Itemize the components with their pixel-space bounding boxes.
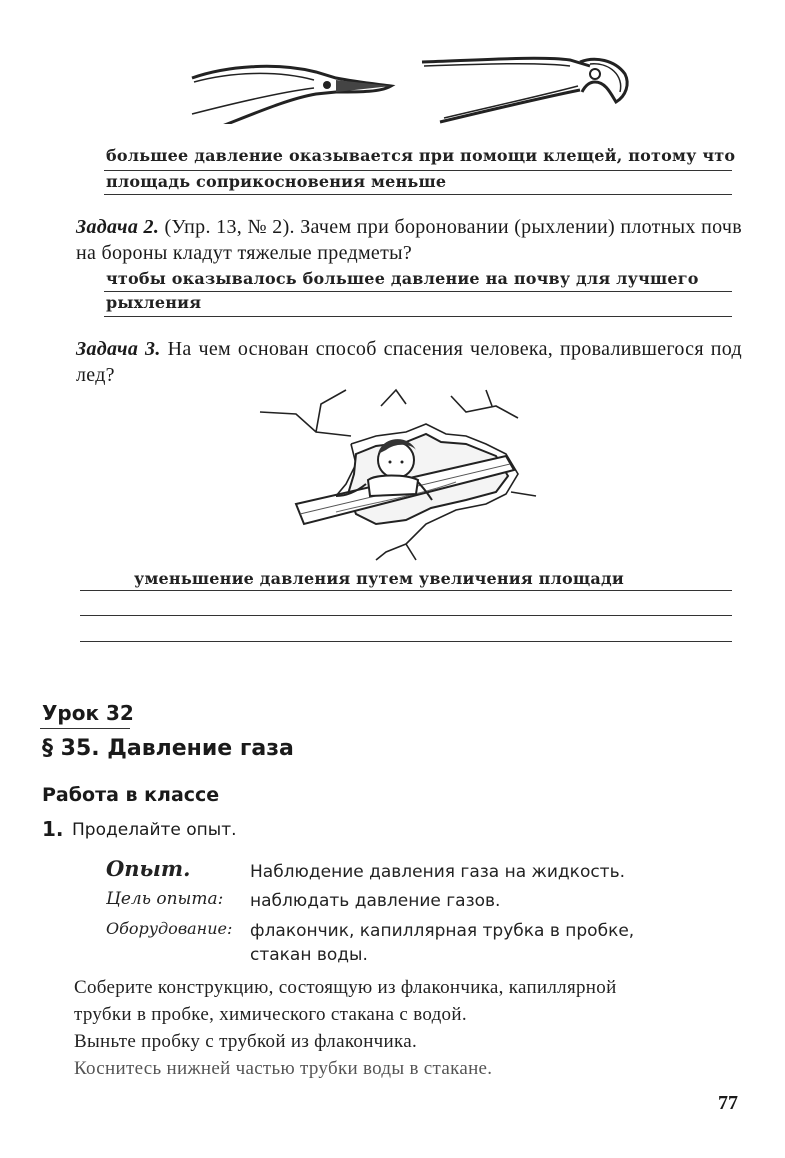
task2-answer-line1: чтобы оказывалось большее давление на почву для лучшего xyxy=(106,269,699,288)
equipment-label: Оборудование: xyxy=(106,919,233,938)
item-number: 1. xyxy=(42,817,64,841)
opyt-value: Наблюдение давления газа на жидкость. xyxy=(250,862,626,882)
task2-text xyxy=(76,214,742,266)
task1-answer-line2: площадь соприкосновения меньше xyxy=(106,172,447,191)
section-title: § 35. Давление газа xyxy=(42,736,294,761)
pliers-illustration xyxy=(186,52,401,124)
item-text: Проделайте опыт. xyxy=(72,820,237,840)
task3-question: На чем основан способ спасения человека, провалившегося под лед? xyxy=(76,338,742,386)
instruction-line1: Соберите конструкцию, состоящую из флакончика, капиллярной xyxy=(74,977,617,998)
ice-rescue-illustration xyxy=(256,384,546,564)
goal-value: наблюдать давление газов. xyxy=(250,891,501,911)
answer-underline xyxy=(104,316,732,317)
answer-underline xyxy=(104,291,732,292)
task2-label: Задача 2. xyxy=(76,216,160,238)
equipment-value-line1: флакончик, капиллярная трубка в пробке, xyxy=(250,921,635,941)
task2-question: (Упр. 13, № 2). Зачем при бороновании (рыхлении) плотных почв на бороны кладут тяжелые предметы? xyxy=(76,216,742,264)
task3-text xyxy=(76,336,742,388)
instruction-line2: трубки в пробке, химического стакана с водой. xyxy=(74,1004,467,1025)
task3-answer-line1: уменьшение давления путем увеличения площади xyxy=(134,569,624,588)
answer-underline xyxy=(80,590,732,591)
opyt-label: Опыт. xyxy=(106,856,191,881)
goal-label: Цель опыта: xyxy=(106,889,224,909)
page-number: 77 xyxy=(718,1092,738,1114)
answer-underline xyxy=(80,641,732,642)
subsection-title: Работа в классе xyxy=(42,784,220,806)
task3-label: Задача 3. xyxy=(76,338,161,360)
equipment-value-line2: стакан воды. xyxy=(250,945,368,965)
pincers-illustration xyxy=(420,52,635,124)
lesson-title: Урок 32 xyxy=(42,701,134,725)
lesson-title-underline xyxy=(40,728,130,729)
answer-underline xyxy=(104,194,732,195)
instruction-line4: Коснитесь нижней частью трубки воды в стакане. xyxy=(74,1058,493,1079)
answer-underline xyxy=(104,170,732,171)
answer-underline xyxy=(80,615,732,616)
task1-answer-line1: большее давление оказывается при помощи клещей, потому что xyxy=(106,146,736,165)
instruction-line3: Выньте пробку с трубкой из флакончика. xyxy=(74,1031,418,1052)
task2-answer-line2: рыхления xyxy=(106,293,202,312)
